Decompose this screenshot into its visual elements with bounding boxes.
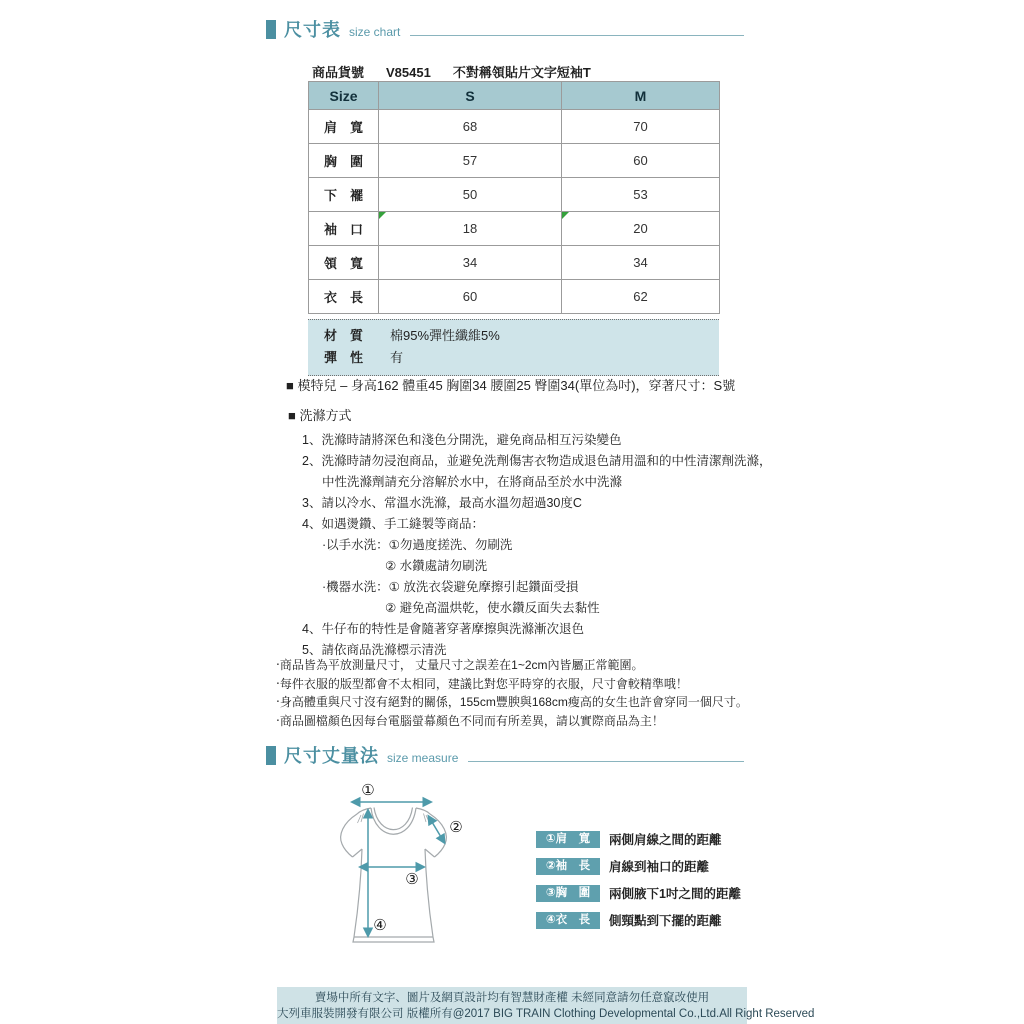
legend-badge: ④衣 長 xyxy=(536,912,600,929)
col-header-size: Size xyxy=(309,82,379,110)
row-label: 肩 寬 xyxy=(309,110,379,144)
note-item: ‧商品皆為平放測量尺寸， 丈量尺寸之誤差在1~2cm內皆屬正常範圍。 xyxy=(276,658,644,672)
material-row xyxy=(308,347,719,369)
product-code: V85451 xyxy=(386,65,431,80)
table-row xyxy=(309,178,720,212)
material-row xyxy=(308,325,719,347)
product-line xyxy=(312,62,591,81)
section-subtitle: size chart xyxy=(349,25,401,39)
section-header-size-measure xyxy=(266,742,744,768)
wash-line: 4、牛仔布的特性是會隨著穿著摩擦與洗滌漸次退色 xyxy=(302,622,584,636)
diagram-number-labels xyxy=(361,781,462,934)
tshirt-outline xyxy=(341,808,447,943)
label-4: ④ xyxy=(373,916,387,934)
material-value: 棉95%彈性纖維5% xyxy=(390,328,500,343)
section-bullet-icon xyxy=(266,746,276,765)
section-title: 尺寸丈量法 xyxy=(284,746,379,766)
material-label: 材 質 xyxy=(324,328,364,343)
copyright-footer xyxy=(277,987,815,1024)
table-row xyxy=(309,280,720,314)
legend-row xyxy=(536,857,741,875)
wash-line: 5、請依商品洗滌標示清洗 xyxy=(302,643,447,657)
row-label: 下 襬 xyxy=(309,178,379,212)
footer-line2: 大列車服裝開發有限公司 版權所有@2017 BIG TRAIN Clothing Developmental Co.,Ltd.All Right Reserved xyxy=(277,1008,815,1020)
product-name: 不對稱領貼片文字短袖T xyxy=(452,65,591,80)
table-row xyxy=(309,246,720,280)
section-title: 尺寸表 xyxy=(284,20,341,40)
note-item: ‧商品圖檔顏色因每台電腦螢幕顏色不同而有所差異，請以實際商品為主！ xyxy=(276,713,664,728)
wash-line: 1、洗滌時請將深色和淺色分開洗，避免商品相互污染變色 xyxy=(302,433,622,447)
legend-row xyxy=(536,911,741,929)
cell-value: 53 xyxy=(562,178,720,212)
cell-value: 34 xyxy=(379,246,562,280)
elasticity-value: 有 xyxy=(390,350,404,365)
cell-value: 20 xyxy=(562,212,720,246)
cell-value: 34 xyxy=(562,246,720,280)
cell-value: 70 xyxy=(562,110,720,144)
legend-desc: 側頸點到下擺的距離 xyxy=(609,914,722,928)
wash-line: 3、請以冷水、常溫水洗滌，最高水溫勿超過30度C xyxy=(302,496,582,510)
table-row xyxy=(309,110,720,144)
table-row xyxy=(309,144,720,178)
legend-desc: 兩側肩線之間的距離 xyxy=(609,833,722,847)
cell-value: 60 xyxy=(562,144,720,178)
measure-legend xyxy=(536,830,741,938)
row-label: 衣 長 xyxy=(309,280,379,314)
legend-row xyxy=(536,884,741,902)
section-header-size-chart xyxy=(266,16,744,42)
table-header-row xyxy=(309,82,720,110)
product-code-label: 商品貨號 xyxy=(312,65,365,80)
cell-value: 60 xyxy=(379,280,562,314)
cell-value: 50 xyxy=(379,178,562,212)
section-rule xyxy=(410,35,744,36)
section-rule xyxy=(468,761,744,762)
row-label: 胸 圍 xyxy=(309,144,379,178)
label-2: ② xyxy=(449,818,463,836)
notes-list xyxy=(276,656,776,730)
legend-desc: 肩線到袖口的距離 xyxy=(609,860,710,874)
cell-value: 68 xyxy=(379,110,562,144)
section-subtitle: size measure xyxy=(387,751,459,765)
wash-line: ② 避免高溫烘乾，使水鑽反面失去黏性 xyxy=(385,601,600,615)
wash-line: 4、如遇燙鑽、手工縫製等商品： xyxy=(302,517,484,531)
model-info: ■ 模特兒 – 身高162 體重45 胸圍34 腰圍25 臀圍34(單位為吋)，穿著尺寸：S號 xyxy=(286,378,736,393)
section-bullet-icon xyxy=(266,20,276,39)
note-item: ‧身高體重與尺寸沒有絕對的關係，155cm豐腴與168cm瘦高的女生也許會穿同一個尺寸。 xyxy=(276,695,748,709)
note-item: ‧每件衣服的版型都會不太相同，建議比對您平時穿的衣服，尺寸會較精準哦！ xyxy=(276,676,688,691)
wash-line: ·以手水洗：①勿過度搓洗、勿刷洗 xyxy=(322,538,513,552)
wash-line: 2、洗滌時請勿浸泡商品，並避免洗劑傷害衣物造成退色請用溫和的中性清潔劑洗滌， xyxy=(302,454,772,468)
wash-heading: ■ 洗滌方式 xyxy=(288,408,352,423)
cell-marker-triangle-icon xyxy=(379,212,386,219)
tshirt-diagram xyxy=(330,780,480,980)
wash-instructions xyxy=(288,405,772,661)
table-row xyxy=(309,212,720,246)
material-block xyxy=(308,319,719,376)
legend-badge: ②袖 長 xyxy=(536,858,600,875)
row-label: 袖 口 xyxy=(309,212,379,246)
wash-line: 中性洗滌劑請充分溶解於水中，在將商品至於水中洗滌 xyxy=(322,475,623,489)
cell-value: 18 xyxy=(379,212,562,246)
legend-row xyxy=(536,830,741,848)
wash-line: ·機器水洗：① 放洗衣袋避免摩擦引起鑽面受損 xyxy=(322,580,579,594)
footer-line1: 賣場中所有文字、圖片及網頁設計均有智慧財產權 未經同意請勿任意竄改使用 xyxy=(314,992,710,1004)
label-1: ① xyxy=(361,781,375,799)
legend-badge: ③胸 圍 xyxy=(536,885,600,902)
col-header-s: S xyxy=(379,82,562,110)
wash-line: ② 水鑽處請勿刷洗 xyxy=(385,559,488,573)
legend-badge: ①肩 寬 xyxy=(536,831,600,848)
cell-value: 57 xyxy=(379,144,562,178)
elasticity-label: 彈 性 xyxy=(324,350,364,365)
size-table xyxy=(308,81,720,314)
row-label: 領 寬 xyxy=(309,246,379,280)
cell-marker-triangle-icon xyxy=(562,212,569,219)
col-header-m: M xyxy=(562,82,720,110)
cell-value: 62 xyxy=(562,280,720,314)
label-3: ③ xyxy=(405,870,419,888)
legend-desc: 兩側腋下1吋之間的距離 xyxy=(609,887,741,901)
